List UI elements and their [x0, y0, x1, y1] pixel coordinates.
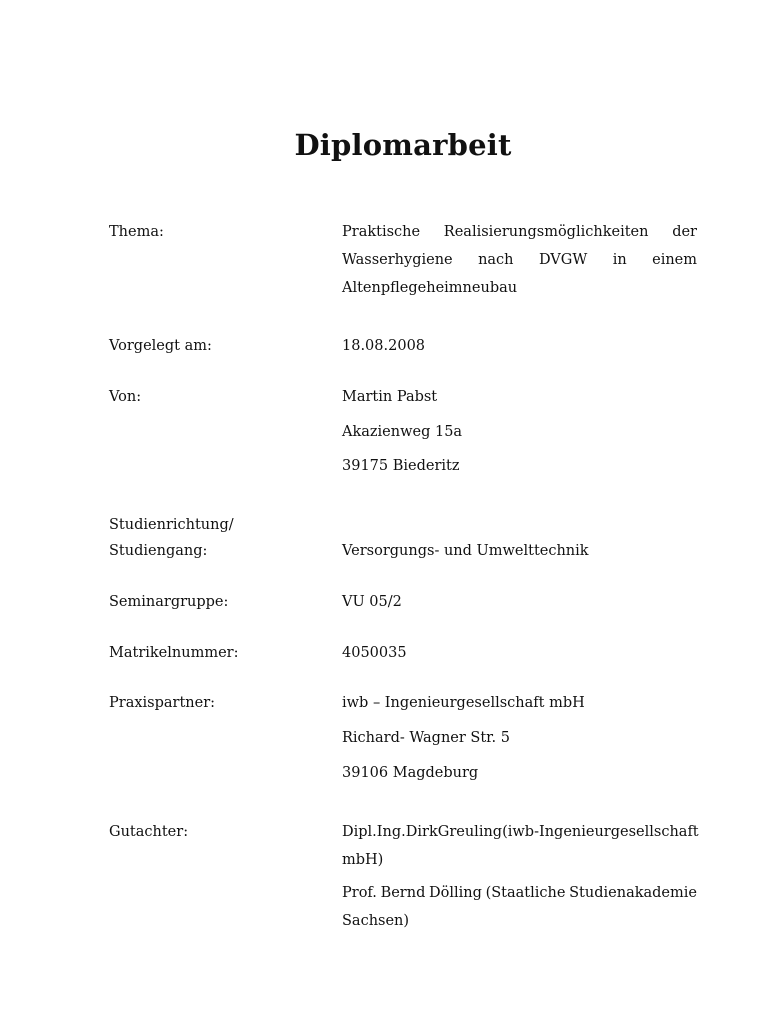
- gutachter-word: Prof.: [342, 885, 377, 901]
- thema-word: nach: [478, 252, 514, 268]
- thema-word: einem: [652, 252, 697, 268]
- studiengang-label: Studiengang:: [109, 543, 208, 559]
- thema-word: Praktische: [342, 224, 421, 240]
- gutachter-word: (Staatliche: [485, 885, 566, 901]
- von-label: Von:: [109, 389, 142, 405]
- gutachter-word: Bernd: [380, 885, 426, 901]
- studiengang-value: Versorgungs- und Umwelttechnik: [342, 543, 589, 559]
- seminargruppe-value: VU 05/2: [342, 594, 402, 610]
- von-city: 39175 Biederitz: [342, 458, 460, 474]
- von-name: Martin Pabst: [342, 389, 438, 405]
- gutachter-label: Gutachter:: [109, 824, 189, 840]
- seminargruppe-label: Seminargruppe:: [109, 594, 229, 610]
- praxispartner-label: Praxispartner:: [109, 695, 216, 711]
- thema-word: der: [672, 224, 697, 240]
- studienrichtung-label: Studienrichtung/: [109, 517, 234, 533]
- gutachter-word: Dölling: [429, 885, 482, 901]
- thema-value-line-3: Altenpflegeheimneubau: [342, 280, 518, 296]
- praxispartner-city: 39106 Magdeburg: [342, 765, 479, 781]
- gutachter-first-line-1: [342, 818, 697, 846]
- matrikelnummer-label: Matrikelnummer:: [109, 645, 239, 661]
- gutachter-second-line-1: [342, 879, 697, 907]
- thema-value-line-1: [342, 218, 697, 246]
- praxispartner-street: Richard- Wagner Str. 5: [342, 730, 510, 746]
- thema-value-line-2: [342, 246, 697, 274]
- von-street: Akazienweg 15a: [342, 424, 463, 440]
- gutachter-word: Ing.: [376, 824, 406, 840]
- thema-word: in: [612, 252, 627, 268]
- gutachter-first-line-2: mbH): [342, 852, 384, 868]
- document-title: Diplomarbeit: [294, 128, 512, 162]
- matrikelnummer-value: 4050035: [342, 645, 407, 661]
- vorgelegt-value: 18.08.2008: [342, 338, 426, 354]
- gutachter-word: (iwb-Ingenieurgesellschaft: [502, 824, 699, 840]
- gutachter-word: Studienakademie: [569, 885, 697, 901]
- gutachter-word: Dipl.: [342, 824, 377, 840]
- vorgelegt-label: Vorgelegt am:: [109, 338, 212, 354]
- thema-word: DVGW: [538, 252, 588, 268]
- gutachter-word: Dirk: [405, 824, 438, 840]
- praxispartner-company: iwb – Ingenieurgesellschaft mbH: [342, 695, 585, 711]
- thema-word: Wasserhygiene: [342, 252, 453, 268]
- thema-label: Thema:: [109, 224, 164, 240]
- gutachter-second-line-2: Sachsen): [342, 913, 410, 929]
- thema-word: Realisierungsmöglichkeiten: [443, 224, 649, 240]
- gutachter-word: Greuling: [437, 824, 503, 840]
